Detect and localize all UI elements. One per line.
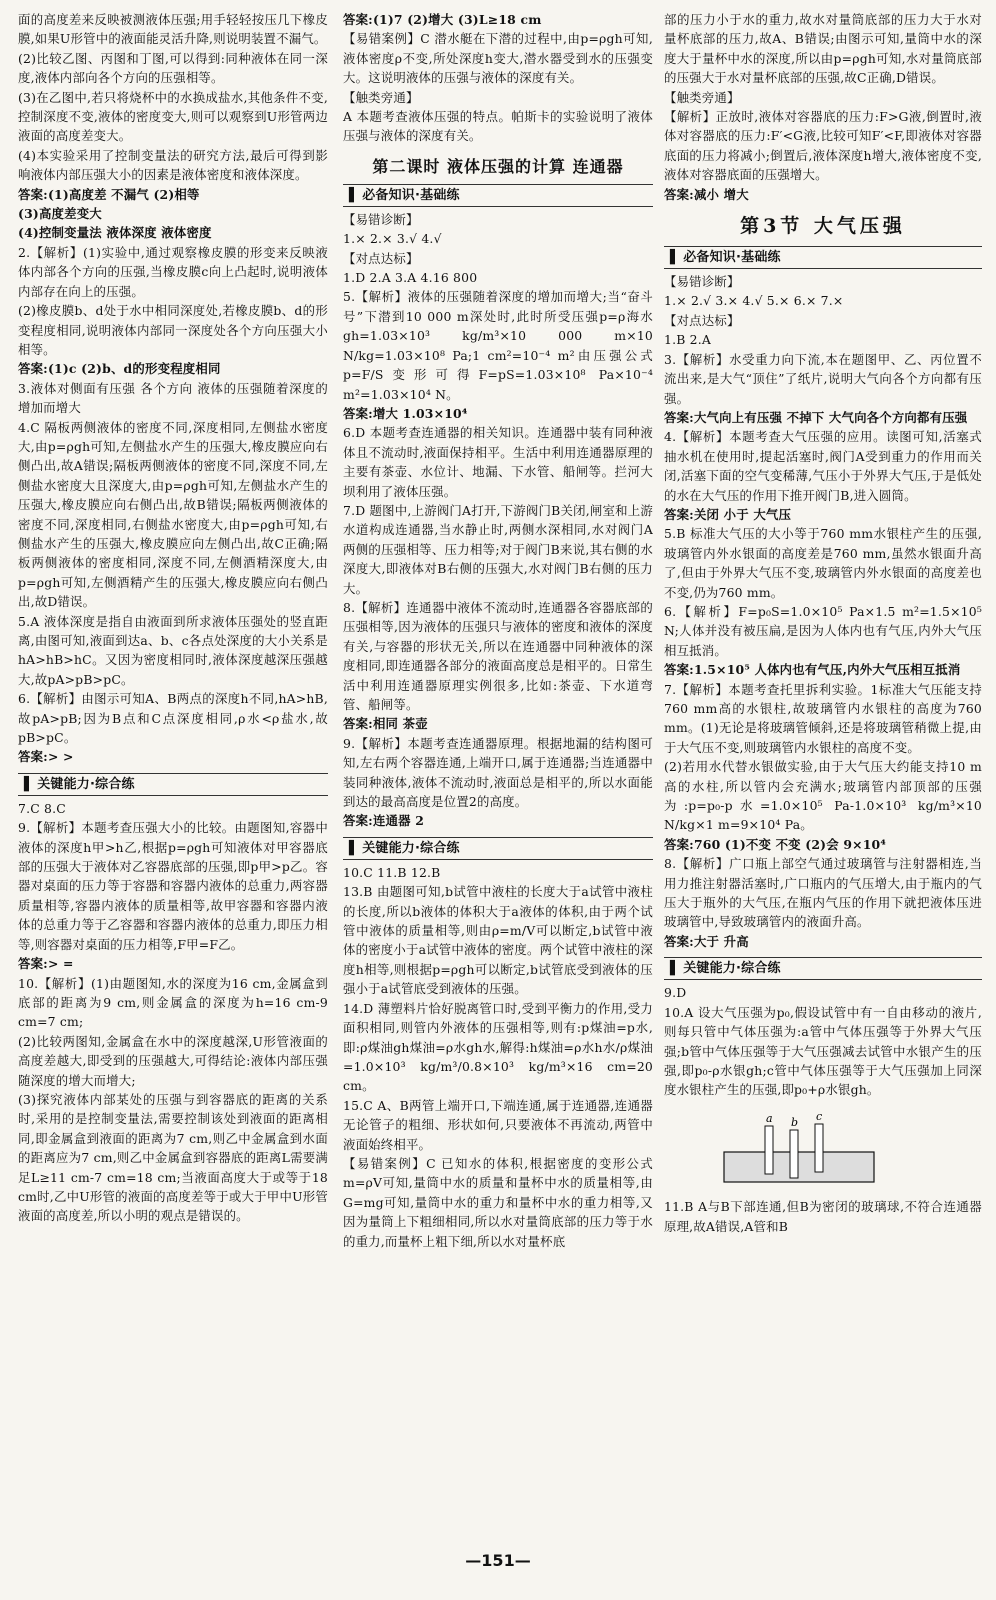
- paragraph: 3.【解析】水受重力向下流,本在题图甲、乙、丙位置不流出来,是大气“顶住”了纸片,说明大气向各个方向都有压强。: [664, 351, 982, 406]
- page-number: —151—: [465, 1551, 531, 1570]
- paragraph: (2)若用水代替水银做实验,由于大气压大约能支持10 m高的水柱,所以管内会充满水;玻璃管内部顶部的压强为:p=p₀-p水=1.0×10⁵ Pa-1.0×10³ kg/m³×10 N/kg×1 m=9×10⁴ Pa。: [664, 759, 982, 833]
- paragraph: 3.液体对侧面有压强 各个方向 液体的压强随着深度的增加而增大: [18, 380, 328, 416]
- paragraph: 1.× 2.× 3.√ 4.√: [343, 231, 442, 247]
- answer-line: 答案:大于 升高: [664, 933, 749, 949]
- answer-line: 答案:大气向上有压强 不掉下 大气向各个方向都有压强: [664, 409, 968, 425]
- column-left: [18, 10, 328, 1226]
- answer-line: 答案:(1)c (2)b、d的形变程度相同: [18, 361, 221, 377]
- paragraph: (3)在乙图中,若只将烧杯中的水换成盐水,其他条件不变,控制深度不变,液体的密度变大,则可以观察到U形管两边液面的高度差变大。: [18, 89, 328, 144]
- section-title: 第3节 大气压强: [740, 215, 906, 238]
- answer-line: 答案:连通器 2: [343, 813, 425, 829]
- paragraph: 【对点达标】: [343, 250, 419, 266]
- paragraph: 面的高度差来反映被测液体压强;用手轻轻按压几下橡皮膜,如果U形管中的液面能灵活升降,则说明装置不漏气。: [18, 12, 328, 47]
- paragraph: 【触类旁通】: [664, 89, 740, 105]
- test-tube: [815, 1124, 823, 1172]
- tube-label: b: [791, 1115, 799, 1129]
- tube-figure: [714, 1106, 884, 1186]
- answer-line: (3)高度差变大: [18, 206, 102, 222]
- answer-line: 答案:(1)高度差 不漏气 (2)相等: [18, 186, 200, 202]
- paragraph: 8.【解析】连通器中液体不流动时,连通器各容器底部的压强相等,因为液体的压强只与液体的密度和液体的深度有关,与容器的形状无关,所以在连通器中同种液体的深度相同,即连通器各部分的液面高度总是相平的。日常生活中利用连通器原理实例很多,比如:茶壶、下水道弯管、船闸等。: [343, 599, 653, 712]
- paragraph: (4)本实验采用了控制变量法的研究方法,最后可得到影响液体内部压强大小的因素是液体密度和液体深度。: [18, 147, 328, 183]
- paragraph: (2)比较两图知,金属盒在水中的深度越深,U形管液面的高度差越大,即受到的压强越大,可得结论:液体内部压强随深度的增大而增大;: [18, 1033, 328, 1088]
- paragraph: 【易错诊断】: [664, 274, 740, 290]
- paragraph: 1.× 2.√ 3.× 4.√ 5.× 6.× 7.×: [664, 293, 844, 309]
- paragraph: 【对点达标】: [664, 312, 740, 328]
- paragraph: 14.D 薄塑料片恰好脱离管口时,受到平衡力的作用,受力面积相同,则管内外液体的压强相等,则有:p煤油=p水,即:ρ煤油gh煤油=ρ水gh水,解得:h煤油=ρ水h水/ρ煤油=1.0×10³ kg/m³/0.8×10³ kg/m³×16 cm=20 cm。: [343, 1000, 653, 1094]
- answer-line: 答案:关闭 小于 大气压: [664, 506, 792, 522]
- paragraph: 8.【解析】广口瓶上部空气通过玻璃管与注射器相连,当用力推注射器活塞时,广口瓶内的气压增大,由于瓶内的气压大于瓶外的大气压,在瓶内气压的作用下就把液体压进玻璃管中,导致玻璃管内的液面升高。: [664, 856, 982, 930]
- paragraph: 10.A 设大气压强为p₀,假设试管中有一自由移动的液片,则每只管中气体压强为:a管中气体压强等于外界大气压强;b管中气体压强等于大气压强减去试管中水银产生的压强,即p₀-ρ水银gh;c管中气体压强等于大气压强加上同深度水银柱产生的压强,即p₀+ρ水银gh。: [664, 1004, 982, 1098]
- paragraph: 5.【解析】液体的压强随着深度的增加而增大;当“奋斗号”下潜到10 000 m深处时,此时所受压强p=ρ海水gh=1.03×10³ kg/m³×10 000 m×10 N/kg=1.03×10⁸ Pa;1 cm²=10⁻⁴ m²由压强公式p=F/S变形可得F=pS=1.03×10⁸ Pa×10⁻⁴ m²=1.03×10⁴ N。: [343, 289, 653, 402]
- paragraph: 【触类旁通】: [343, 89, 419, 105]
- answer-line: 答案:> >: [18, 749, 74, 765]
- lesson-title: 第二课时 液体压强的计算 连通器: [372, 156, 624, 176]
- answer-line: 答案:760 (1)不变 不变 (2)会 9×10⁴: [664, 836, 886, 852]
- paragraph: 部的压力小于水的重力,故水对量筒底部的压力大于水对量杯底部的压力,故A、B错误;由图示可知,量筒中水的深度大于量杯中水的深度,所以由p=ρgh可知,水对量筒底部的压强大于水对量杯底部的压强,故C正确,D错误。: [664, 12, 982, 86]
- paragraph: 10.C 11.B 12.B: [343, 864, 441, 880]
- paragraph: (2)比较乙图、丙图和丁图,可以得到:同种液体在同一深度,液体内部向各个方向的压强相等。: [18, 50, 328, 86]
- tube-label: c: [816, 1109, 823, 1123]
- answer-line: 答案:相同 茶壶: [343, 716, 428, 732]
- answer-line: 答案:增大 1.03×10⁴: [343, 405, 468, 421]
- paragraph: 【解析】正放时,液体对容器底的压力:F>G液,倒置时,液体对容器底的压力:F′<G液,比较可知F′<F,即液体对容器底面的压力将减小;倒置后,液体深度h增大,液体密度不变,液体对容器底面的压强增大。: [664, 109, 982, 183]
- test-tube: [790, 1130, 798, 1178]
- paragraph: 9.【解析】本题考查压强大小的比较。由题图知,容器中液体的深度h甲>h乙,根据p=ρgh可知液体对甲容器底部的压强大于液体对乙容器底部的压强,即p甲>p乙。容器对桌面的压力等于容器和容器内液体的总重力,两容器质量相等,容器内液体的质量相等,故甲容器和容器内液体的总重力等于乙容器和容器内液体的总重力,即压力相等,则容器对桌面的压力相等,F甲=F乙。: [18, 820, 328, 952]
- answer-line: 答案:减小 增大: [664, 186, 749, 202]
- paragraph: A 本题考查液体压强的特点。帕斯卡的实验说明了液体压强与液体的深度有关。: [343, 109, 653, 144]
- column-right: [664, 10, 982, 1236]
- test-tube: [765, 1126, 773, 1174]
- paragraph: 9.D: [664, 985, 687, 1001]
- answer-line: (4)控制变量法 液体深度 液体密度: [18, 225, 212, 241]
- paragraph: 7.D 题图中,上游阀门A打开,下游阀门B关闭,闸室和上游水道构成连通器,当水静止时,两侧水深相同,水对阀门A两侧的压强相等、压力相等;对于阀门B来说,其右侧的水深度大,即液体对B右侧的压强大,水对阀门B右侧的压力大。: [343, 502, 653, 596]
- figure: [714, 1106, 982, 1191]
- section-banner: ▌ 必备知识·基础练: [664, 246, 982, 269]
- trough: [724, 1152, 874, 1182]
- paragraph: 4.C 隔板两侧液体的密度不同,深度相同,左侧盐水密度大,由p=ρgh可知,左侧盐水产生的压强大,橡皮膜应向右侧凸出,故A错误;隔板两侧液体的密度不同,深度不同,左侧盐水密度大且深度大,由p=ρgh可知,左侧盐水产生的压强大,橡皮膜应向右侧凸出,故B错误;隔板两侧液体的密度不同,深度相同,右侧盐水密度大,由p=ρgh可知,右侧盐水产生的压强大,橡皮膜应向左侧凸出,故C正确;隔板两侧液体的密度相同,深度不同,左侧酒精深度大,由p=ρgh可知,左侧酒精产生的压强大,橡皮膜应向右侧凸出,故D错误。: [18, 419, 328, 610]
- paragraph: (2)橡皮膜b、d处于水中相同深度处,若橡皮膜b、d的形变程度相同,说明液体内部同一深度处各个方向压强大小相等。: [18, 303, 328, 357]
- paragraph: 6.【解析】由图示可知A、B两点的深度h不同,hA>hB,故pA>pB;因为B点和C点深度相同,ρ水<ρ盐水,故pB>pC。: [18, 691, 328, 746]
- section-banner: ▌ 必备知识·基础练: [343, 184, 653, 207]
- paragraph: 10.【解析】(1)由题图知,水的深度为16 cm,金属盒到底部的距离为9 cm,则金属盒的深度为h=16 cm-9 cm=7 cm;: [18, 975, 328, 1030]
- paragraph: (3)探究液体内部某处的压强与到容器底的距离的关系时,采用的是控制变量法,需要控制该处到液面的距离相同,即金属盒到液面的距离为7 cm,则乙中金属盒到水面的距离应为7 cm,则乙中金属盒到容器底的距离L需要满足L≥11 cm-7 cm=18 cm;当液面高度大于或等于18 cm时,乙中U形管的液面的高度差等于或大于甲中U形管液面的高度差,所以小明的观点是错误的。: [18, 1091, 328, 1224]
- paragraph: 5.A 液体深度是指自由液面到所求液体压强处的竖直距离,由图可知,液面到达a、b、c各点处深度的大小关系是hA>hB>hC。又因为密度相同时,液体深度越深压强越大,故pA>pB>pC。: [18, 613, 328, 687]
- paragraph: 15.C A、B两管上端开口,下端连通,属于连通器,连通器无论管子的粗细、形状如何,只要液体不再流动,两管中液面始终相平。: [343, 1097, 653, 1152]
- answer-line: 答案:(1)7 (2)增大 (3)L≥18 cm: [343, 12, 542, 27]
- paragraph: 2.【解析】(1)实验中,通过观察橡皮膜的形变来反映液体内部各个方向的压强,当橡皮膜c向上凸起时,说明液体内部存在向上的压强。: [18, 244, 328, 299]
- section-banner: ▌ 关键能力·综合练: [664, 957, 982, 980]
- section-banner: ▌ 关键能力·综合练: [18, 773, 328, 796]
- paragraph: 1.B 2.A: [664, 332, 712, 348]
- paragraph: 7.【解析】本题考查托里拆利实验。1标准大气压能支持760 mm高的水银柱,故玻璃管内水银柱的高度为760 mm。(1)无论是将玻璃管倾斜,还是将玻璃管稍微上提,由于大气压不变,则玻璃管内水银柱的高度不变。: [664, 681, 982, 755]
- paragraph: 【易错案例】C 潜水艇在下潜的过程中,由p=ρgh可知,液体密度ρ不变,所处深度h变大,潜水器受到水的压强变大。这说明液体的压强与液体的深度有关。: [343, 31, 653, 86]
- paragraph: 13.B 由题图可知,b试管中液柱的长度大于a试管中液柱的长度,所以b液体的体积大于a液体的体积,由于两个试管中液体的质量相等,则由ρ=m/V可以断定,b试管中液体的密度小于a试管中液体的密度。两个试管中液柱的深度h相等,则根据p=ρgh可以断定,b试管底受到液体的压强小于a试管底受到液体的压强。: [343, 884, 653, 997]
- paragraph: 5.B 标准大气压的大小等于760 mm水银柱产生的压强,玻璃管内外水银面的高度差是760 mm,虽然水银面升高了,但由于外界大气压不变,玻璃管内外水银面的高度差也不变,仍为760 mm。: [664, 526, 982, 600]
- tube-label: a: [766, 1111, 773, 1125]
- paragraph: 【易错案例】C 已知水的体积,根据密度的变形公式m=ρV可知,量筒中水的质量和量杯中水的质量相等,由G=mg可知,量筒中水的重力和量杯中水的重力相等,又因为量筒上下粗细相同,所以水对量筒底部的压力等于水的重力,而量杯上粗下细,所以水对量杯底: [343, 1155, 653, 1249]
- section-banner: ▌ 关键能力·综合练: [343, 837, 653, 860]
- answer-line: 答案:1.5×10⁵ 人体内也有气压,内外大气压相互抵消: [664, 662, 961, 678]
- paragraph: 1.D 2.A 3.A 4.16 800: [343, 270, 478, 286]
- paragraph: 9.【解析】本题考查连通器原理。根据地漏的结构图可知,左右两个容器连通,上端开口,属于连通器;当连通器中装同种液体,液体不流动时,液面总是相平的,所以水面能到达的最高高度是位置2的高度。: [343, 735, 653, 810]
- column-middle: [343, 10, 653, 1251]
- paragraph: 6.D 本题考查连通器的相关知识。连通器中装有同种液体且不流动时,液面保持相平。生活中利用连通器原理的主要有茶壶、水位计、地漏、下水管、船闸等。拦河大坝利用了液体压强。: [343, 425, 653, 499]
- paragraph: 4.【解析】本题考查大气压强的应用。读图可知,活塞式抽水机在使用时,提起活塞时,阀门A受到重力的作用而关闭,活塞下面的空气变稀薄,气压小于外界大气压,于是低处的水在大气压的作用下推开阀门B,进入圆筒。: [664, 429, 982, 503]
- paragraph: 11.B A与B下部连通,但B为密闭的玻璃球,不符合连通器原理,故A错误,A管和B: [664, 1199, 982, 1234]
- paragraph: 6.【解析】F=p₀S=1.0×10⁵ Pa×1.5 m²=1.5×10⁵ N;人体并没有被压扁,是因为人体内也有气压,内外大气压相互抵消。: [664, 603, 982, 658]
- paragraph: 7.C 8.C: [18, 800, 66, 816]
- paragraph: 【易错诊断】: [343, 211, 419, 227]
- answer-line: 答案:> =: [18, 956, 74, 972]
